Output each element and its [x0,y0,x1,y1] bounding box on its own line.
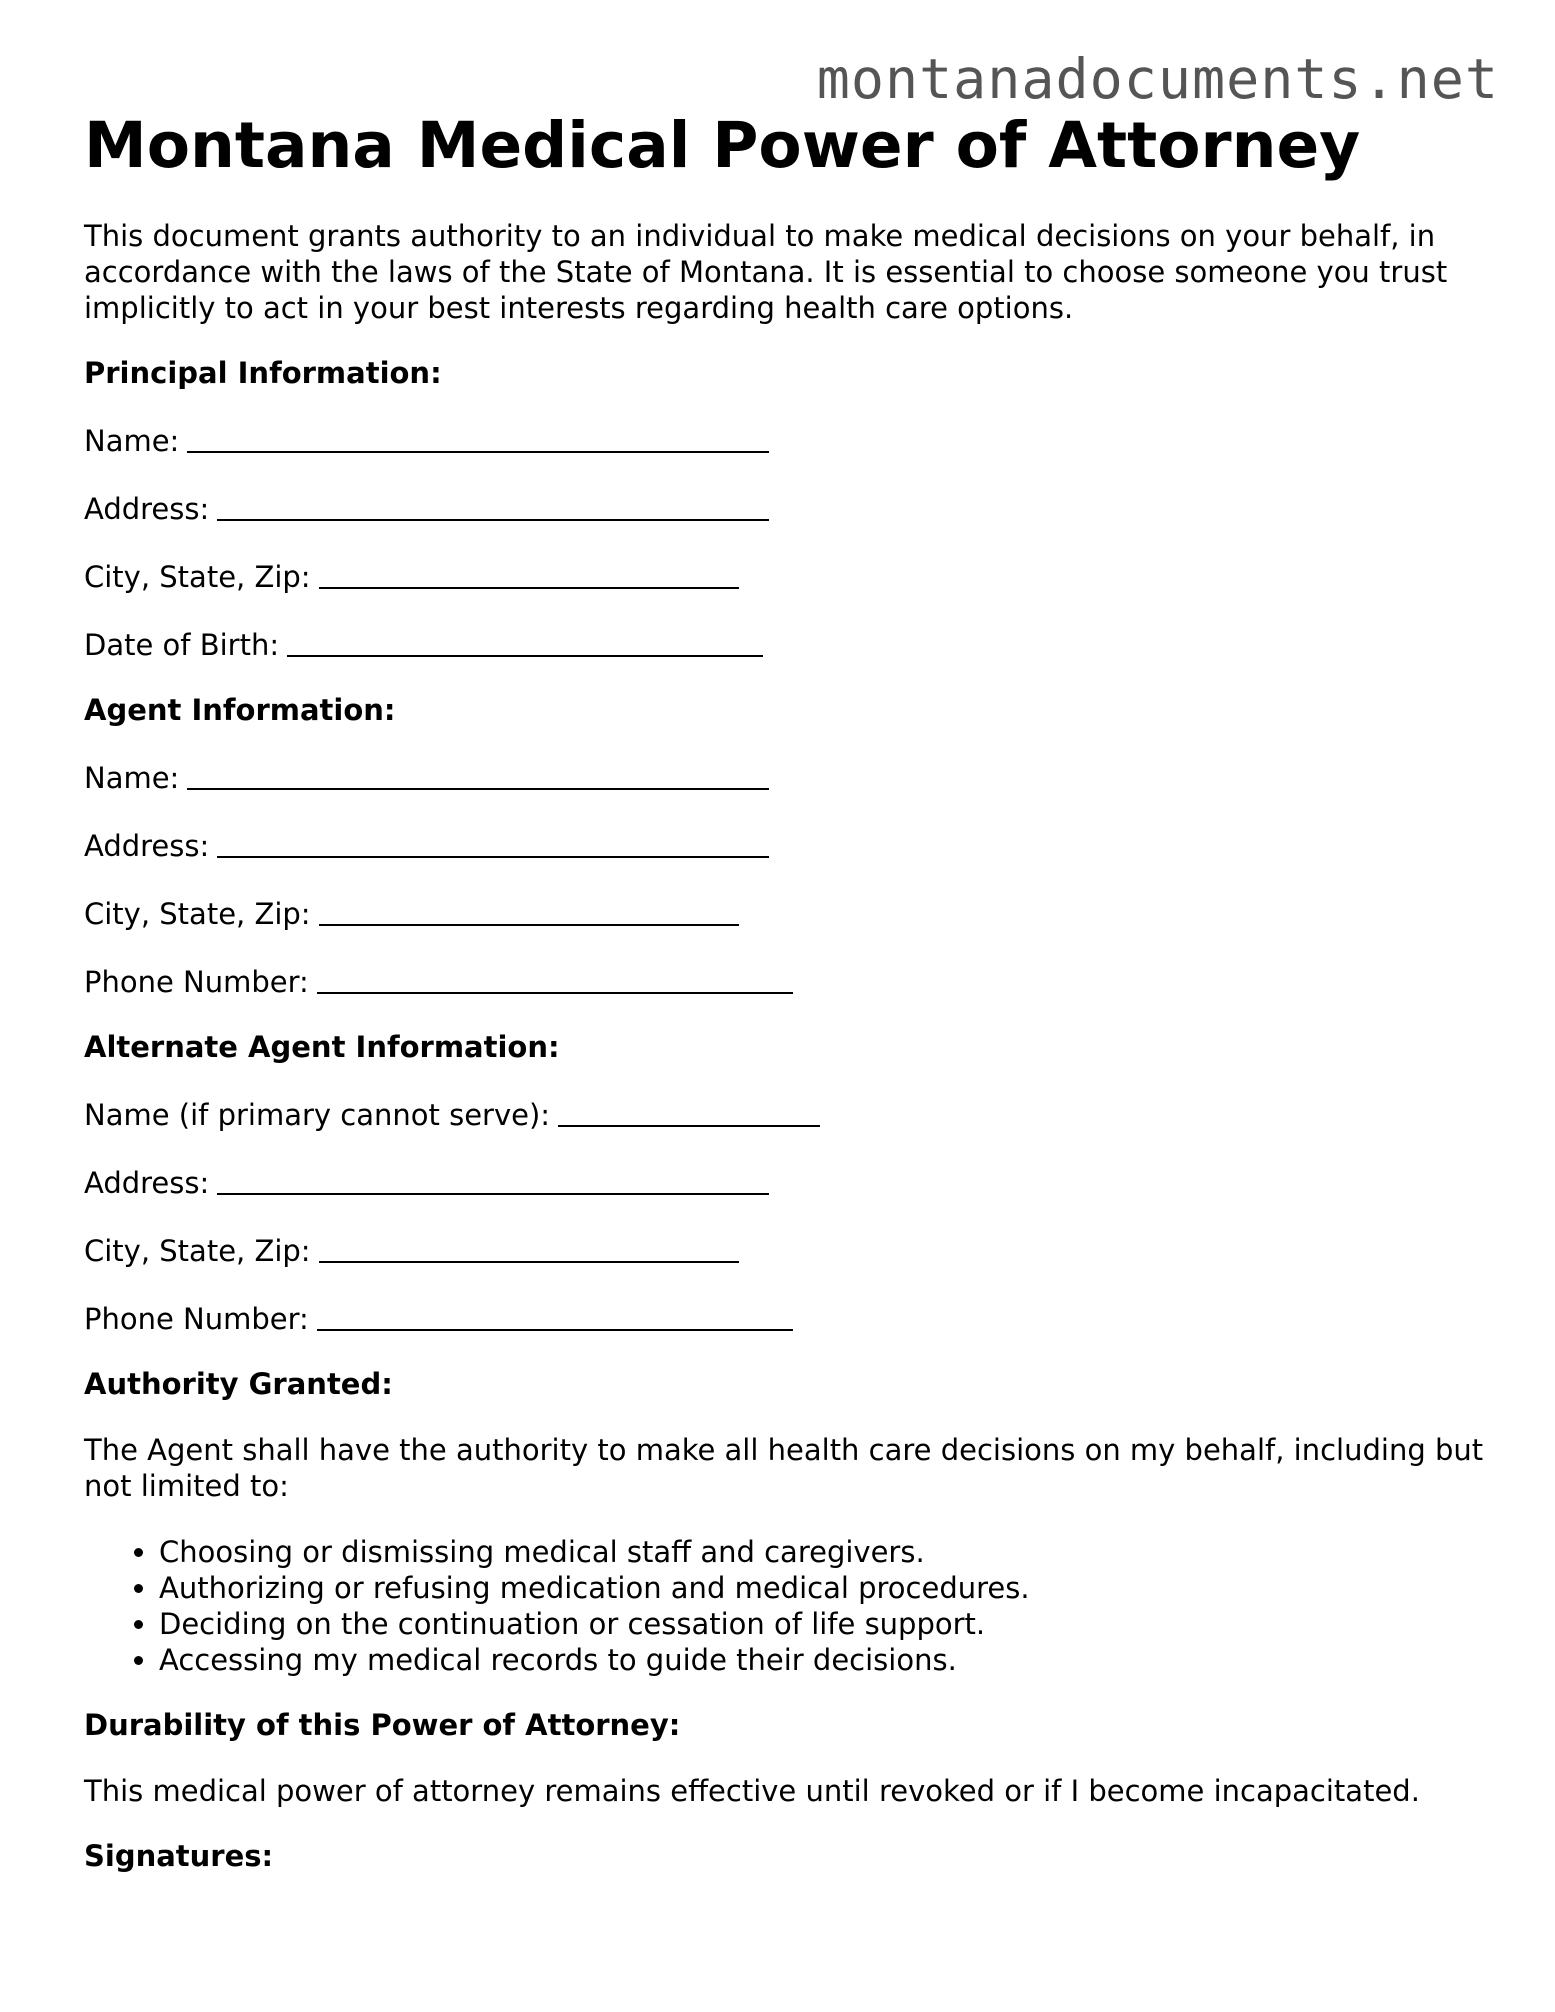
list-item: • Accessing my medical records to guide their decisions. [159,1642,1484,1678]
principal-address-blank[interactable] [217,489,769,521]
authority-heading: Authority Granted: [84,1367,393,1401]
alternate-phone-label: Phone Number: [84,1302,309,1336]
alternate-name-field [84,1095,1484,1133]
alternate-city-label: City, State, Zip: [84,1234,311,1268]
agent-heading: Agent Information: [84,693,396,727]
alternate-city-field [84,1231,1484,1269]
alternate-phone-blank[interactable] [317,1299,793,1331]
list-item: • Authorizing or refusing medication and medical procedures. [159,1570,1484,1606]
principal-city-label: City, State, Zip: [84,560,311,594]
agent-city-label: City, State, Zip: [84,897,311,931]
agent-name-label: Name: [84,761,180,795]
agent-city-blank[interactable] [319,894,739,926]
principal-dob-label: Date of Birth: [84,628,280,662]
list-item: • Choosing or dismissing medical staff and caregivers. [159,1534,1484,1570]
durability-text: This medical power of attorney remains effective until revoked or if I become incapacitated. [84,1774,1420,1808]
principal-name-label: Name: [84,424,180,458]
agent-city-field [84,894,1484,932]
agent-address-field [84,826,1484,864]
agent-address-label: Address: [84,829,210,863]
agent-phone-field [84,962,1484,1000]
authority-list [84,1534,1484,1678]
principal-dob-blank[interactable] [287,625,763,657]
site-watermark: montanadocuments.net [816,47,1499,111]
alternate-address-field [84,1163,1484,1201]
alternate-name-blank[interactable] [558,1095,820,1127]
agent-name-field [84,758,1484,796]
intro-paragraph: This document grants authority to an individual to make medical decisions on your behalf, in accordance with the laws of the State of Montana. It is essential to choose someone you trust implicitly to act in your best interests regarding health care options. [84,219,1448,325]
list-item: • Deciding on the continuation or cessation of life support. [159,1606,1484,1642]
principal-city-blank[interactable] [319,557,739,589]
agent-address-blank[interactable] [217,826,769,858]
principal-address-label: Address: [84,492,210,526]
alternate-name-label: Name (if primary cannot serve): [84,1098,551,1132]
principal-city-field [84,557,1484,595]
signatures-heading: Signatures: [84,1839,274,1873]
principal-address-field [84,489,1484,527]
principal-name-blank[interactable] [187,421,769,453]
principal-dob-field [84,625,1484,663]
principal-name-field [84,421,1484,459]
alternate-city-blank[interactable] [319,1231,739,1263]
agent-phone-blank[interactable] [317,962,793,994]
durability-heading: Durability of this Power of Attorney: [84,1708,681,1742]
principal-heading: Principal Information: [84,356,442,390]
alternate-address-blank[interactable] [217,1163,769,1195]
agent-name-blank[interactable] [187,758,769,790]
alternate-phone-field [84,1299,1484,1337]
agent-phone-label: Phone Number: [84,965,309,999]
authority-text: The Agent shall have the authority to make all health care decisions on my behalf, including but not limited to: [84,1433,1484,1503]
document-page [84,108,1484,1874]
alternate-address-label: Address: [84,1166,210,1200]
alternate-heading: Alternate Agent Information: [84,1030,560,1064]
page-title: Montana Medical Power of Attorney [84,109,1361,182]
